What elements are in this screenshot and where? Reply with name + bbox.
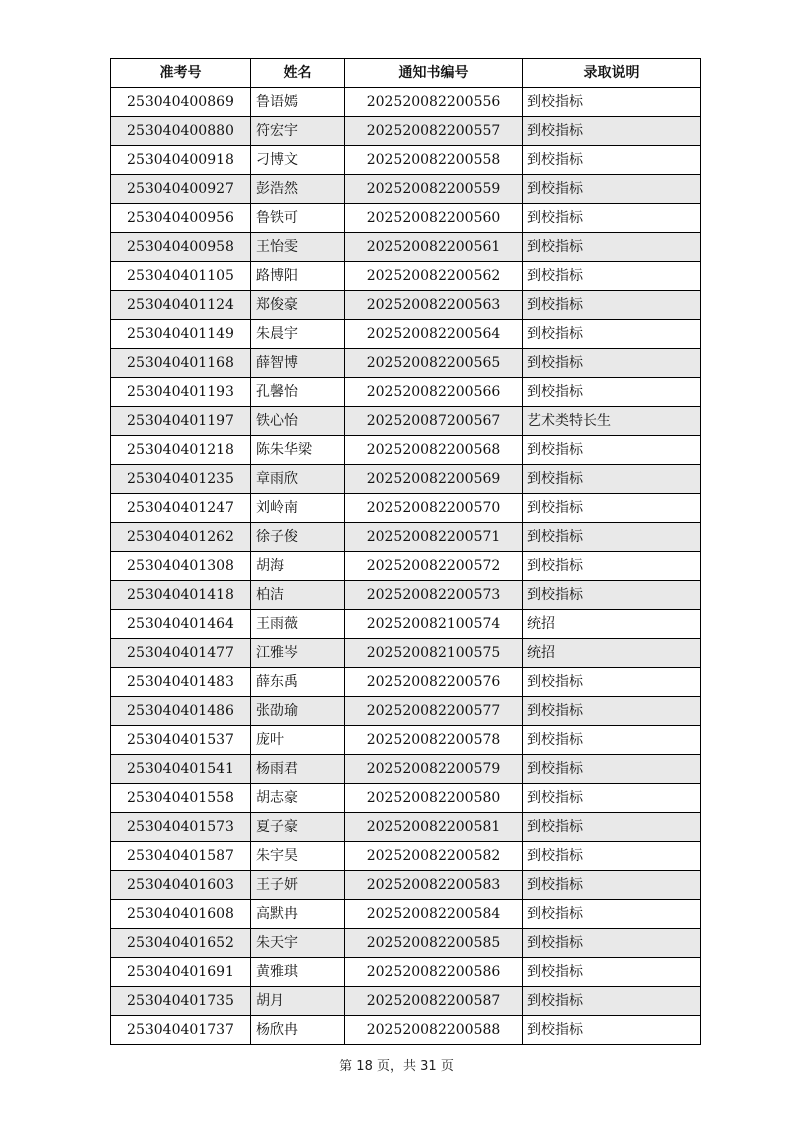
table-row <box>111 900 701 929</box>
student-name-cell: 朱宇昊 <box>251 842 345 871</box>
student-name-cell: 彭浩然 <box>251 175 345 204</box>
student-name-cell: 鲁铁可 <box>251 204 345 233</box>
footer-suffix: 页 <box>440 1059 454 1074</box>
table-header <box>111 59 701 88</box>
notice-number-cell: 202520082200585 <box>345 929 523 958</box>
table-row <box>111 291 701 320</box>
exam-id-cell: 253040401262 <box>111 523 251 552</box>
admission-note-cell: 到校指标 <box>523 1016 701 1045</box>
admission-note-cell: 到校指标 <box>523 726 701 755</box>
header-exam-id: 准考号 <box>111 59 251 88</box>
table-row <box>111 784 701 813</box>
exam-id-cell: 253040401193 <box>111 378 251 407</box>
table-row <box>111 436 701 465</box>
notice-number-cell: 202520082200578 <box>345 726 523 755</box>
admission-note-cell: 到校指标 <box>523 755 701 784</box>
notice-number-cell: 202520082200583 <box>345 871 523 900</box>
table-row <box>111 146 701 175</box>
admission-note-cell: 到校指标 <box>523 175 701 204</box>
exam-id-cell: 253040400869 <box>111 88 251 117</box>
exam-id-cell: 253040401477 <box>111 639 251 668</box>
student-name-cell: 胡月 <box>251 987 345 1016</box>
notice-number-cell: 202520082200573 <box>345 581 523 610</box>
table-row <box>111 929 701 958</box>
admission-note-cell: 到校指标 <box>523 204 701 233</box>
student-name-cell: 胡志豪 <box>251 784 345 813</box>
admission-note-cell: 到校指标 <box>523 958 701 987</box>
student-name-cell: 章雨欣 <box>251 465 345 494</box>
exam-id-cell: 253040401603 <box>111 871 251 900</box>
table-row <box>111 639 701 668</box>
exam-id-cell: 253040401197 <box>111 407 251 436</box>
exam-id-cell: 253040401691 <box>111 958 251 987</box>
student-name-cell: 孔馨怡 <box>251 378 345 407</box>
exam-id-cell: 253040401308 <box>111 552 251 581</box>
table-row <box>111 378 701 407</box>
table-row <box>111 697 701 726</box>
table-row <box>111 871 701 900</box>
exam-id-cell: 253040401737 <box>111 1016 251 1045</box>
admission-note-cell: 到校指标 <box>523 436 701 465</box>
footer-total-pages: 31 <box>420 1059 437 1074</box>
student-name-cell: 张劭瑜 <box>251 697 345 726</box>
exam-id-cell: 253040401105 <box>111 262 251 291</box>
admission-note-cell: 到校指标 <box>523 117 701 146</box>
exam-id-cell: 253040400958 <box>111 233 251 262</box>
notice-number-cell: 202520082200572 <box>345 552 523 581</box>
exam-id-cell: 253040401486 <box>111 697 251 726</box>
table-row <box>111 1016 701 1045</box>
exam-id-cell: 253040400956 <box>111 204 251 233</box>
student-name-cell: 鲁语嫣 <box>251 88 345 117</box>
exam-id-cell: 253040401537 <box>111 726 251 755</box>
exam-id-cell: 253040401587 <box>111 842 251 871</box>
exam-id-cell: 253040400880 <box>111 117 251 146</box>
admission-note-cell: 艺术类特长生 <box>523 407 701 436</box>
admission-note-cell: 统招 <box>523 639 701 668</box>
exam-id-cell: 253040401235 <box>111 465 251 494</box>
page-footer <box>0 1055 793 1074</box>
admission-note-cell: 到校指标 <box>523 813 701 842</box>
student-name-cell: 刁博文 <box>251 146 345 175</box>
exam-id-cell: 253040401218 <box>111 436 251 465</box>
footer-prefix: 第 <box>339 1059 353 1074</box>
exam-id-cell: 253040401573 <box>111 813 251 842</box>
notice-number-cell: 202520082200557 <box>345 117 523 146</box>
exam-id-cell: 253040401168 <box>111 349 251 378</box>
table-row <box>111 349 701 378</box>
admission-note-cell: 到校指标 <box>523 900 701 929</box>
admission-note-cell: 到校指标 <box>523 987 701 1016</box>
student-name-cell: 薛东禹 <box>251 668 345 697</box>
notice-number-cell: 202520082200588 <box>345 1016 523 1045</box>
admission-note-cell: 到校指标 <box>523 523 701 552</box>
admission-note-cell: 到校指标 <box>523 697 701 726</box>
notice-number-cell: 202520082200566 <box>345 378 523 407</box>
table-row <box>111 175 701 204</box>
student-name-cell: 江雅岑 <box>251 639 345 668</box>
table-row <box>111 407 701 436</box>
notice-number-cell: 202520082200561 <box>345 233 523 262</box>
admission-note-cell: 到校指标 <box>523 146 701 175</box>
header-row <box>111 59 701 88</box>
notice-number-cell: 202520082200581 <box>345 813 523 842</box>
table-row <box>111 262 701 291</box>
notice-number-cell: 202520082200559 <box>345 175 523 204</box>
table-row <box>111 465 701 494</box>
admission-note-cell: 到校指标 <box>523 494 701 523</box>
notice-number-cell: 202520082200556 <box>345 88 523 117</box>
admission-note-cell: 到校指标 <box>523 929 701 958</box>
notice-number-cell: 202520082100574 <box>345 610 523 639</box>
admission-note-cell: 到校指标 <box>523 233 701 262</box>
admission-note-cell: 到校指标 <box>523 262 701 291</box>
table-row <box>111 88 701 117</box>
notice-number-cell: 202520082200576 <box>345 668 523 697</box>
exam-id-cell: 253040401608 <box>111 900 251 929</box>
exam-id-cell: 253040401558 <box>111 784 251 813</box>
student-name-cell: 郑俊豪 <box>251 291 345 320</box>
student-name-cell: 王雨薇 <box>251 610 345 639</box>
notice-number-cell: 202520082200558 <box>345 146 523 175</box>
student-name-cell: 杨雨君 <box>251 755 345 784</box>
exam-id-cell: 253040401247 <box>111 494 251 523</box>
admission-note-cell: 到校指标 <box>523 320 701 349</box>
student-name-cell: 高默冉 <box>251 900 345 929</box>
notice-number-cell: 202520082200560 <box>345 204 523 233</box>
admission-note-cell: 到校指标 <box>523 552 701 581</box>
notice-number-cell: 202520082200579 <box>345 755 523 784</box>
admission-note-cell: 到校指标 <box>523 581 701 610</box>
admission-note-cell: 到校指标 <box>523 842 701 871</box>
notice-number-cell: 202520082200582 <box>345 842 523 871</box>
notice-number-cell: 202520082200568 <box>345 436 523 465</box>
student-name-cell: 胡海 <box>251 552 345 581</box>
notice-number-cell: 202520082100575 <box>345 639 523 668</box>
admission-note-cell: 统招 <box>523 610 701 639</box>
student-name-cell: 路博阳 <box>251 262 345 291</box>
notice-number-cell: 202520082200580 <box>345 784 523 813</box>
notice-number-cell: 202520082200564 <box>345 320 523 349</box>
student-name-cell: 夏子豪 <box>251 813 345 842</box>
admission-note-cell: 到校指标 <box>523 378 701 407</box>
notice-number-cell: 202520082200577 <box>345 697 523 726</box>
student-name-cell: 刘岭南 <box>251 494 345 523</box>
header-admission-note: 录取说明 <box>523 59 701 88</box>
student-name-cell: 朱晨宇 <box>251 320 345 349</box>
exam-id-cell: 253040401149 <box>111 320 251 349</box>
student-name-cell: 王子妍 <box>251 871 345 900</box>
student-name-cell: 黄雅琪 <box>251 958 345 987</box>
table-row <box>111 842 701 871</box>
table-row <box>111 204 701 233</box>
exam-id-cell: 253040400918 <box>111 146 251 175</box>
table-row <box>111 233 701 262</box>
student-name-cell: 柏洁 <box>251 581 345 610</box>
header-name: 姓名 <box>251 59 345 88</box>
student-name-cell: 杨欣冉 <box>251 1016 345 1045</box>
table-row <box>111 581 701 610</box>
exam-id-cell: 253040401735 <box>111 987 251 1016</box>
student-name-cell: 徐子俊 <box>251 523 345 552</box>
admission-note-cell: 到校指标 <box>523 871 701 900</box>
exam-id-cell: 253040401652 <box>111 929 251 958</box>
table-row <box>111 494 701 523</box>
student-name-cell: 庞叶 <box>251 726 345 755</box>
table-row <box>111 958 701 987</box>
student-name-cell: 王怡雯 <box>251 233 345 262</box>
notice-number-cell: 202520082200562 <box>345 262 523 291</box>
footer-page-number: 18 <box>356 1059 373 1074</box>
table-row <box>111 755 701 784</box>
exam-id-cell: 253040401464 <box>111 610 251 639</box>
student-name-cell: 陈朱华梁 <box>251 436 345 465</box>
exam-id-cell: 253040401124 <box>111 291 251 320</box>
table-row <box>111 320 701 349</box>
notice-number-cell: 202520082200587 <box>345 987 523 1016</box>
admission-note-cell: 到校指标 <box>523 784 701 813</box>
notice-number-cell: 202520082200569 <box>345 465 523 494</box>
notice-number-cell: 202520082200586 <box>345 958 523 987</box>
table-row <box>111 610 701 639</box>
table-row <box>111 552 701 581</box>
exam-id-cell: 253040401541 <box>111 755 251 784</box>
table-row <box>111 813 701 842</box>
student-name-cell: 铁心怡 <box>251 407 345 436</box>
notice-number-cell: 202520087200567 <box>345 407 523 436</box>
admission-note-cell: 到校指标 <box>523 465 701 494</box>
header-notice-number: 通知书编号 <box>345 59 523 88</box>
table-row <box>111 523 701 552</box>
exam-id-cell: 253040400927 <box>111 175 251 204</box>
table-row <box>111 117 701 146</box>
table-body <box>111 88 701 1045</box>
admission-note-cell: 到校指标 <box>523 88 701 117</box>
exam-id-cell: 253040401483 <box>111 668 251 697</box>
admission-note-cell: 到校指标 <box>523 668 701 697</box>
table-row <box>111 726 701 755</box>
admission-table <box>110 58 701 1045</box>
notice-number-cell: 202520082200565 <box>345 349 523 378</box>
notice-number-cell: 202520082200584 <box>345 900 523 929</box>
admission-note-cell: 到校指标 <box>523 349 701 378</box>
notice-number-cell: 202520082200563 <box>345 291 523 320</box>
table-row <box>111 987 701 1016</box>
notice-number-cell: 202520082200571 <box>345 523 523 552</box>
student-name-cell: 薛智博 <box>251 349 345 378</box>
student-name-cell: 符宏宇 <box>251 117 345 146</box>
notice-number-cell: 202520082200570 <box>345 494 523 523</box>
footer-middle: 页，共 <box>376 1059 416 1074</box>
student-name-cell: 朱天宇 <box>251 929 345 958</box>
admission-note-cell: 到校指标 <box>523 291 701 320</box>
table-row <box>111 668 701 697</box>
exam-id-cell: 253040401418 <box>111 581 251 610</box>
